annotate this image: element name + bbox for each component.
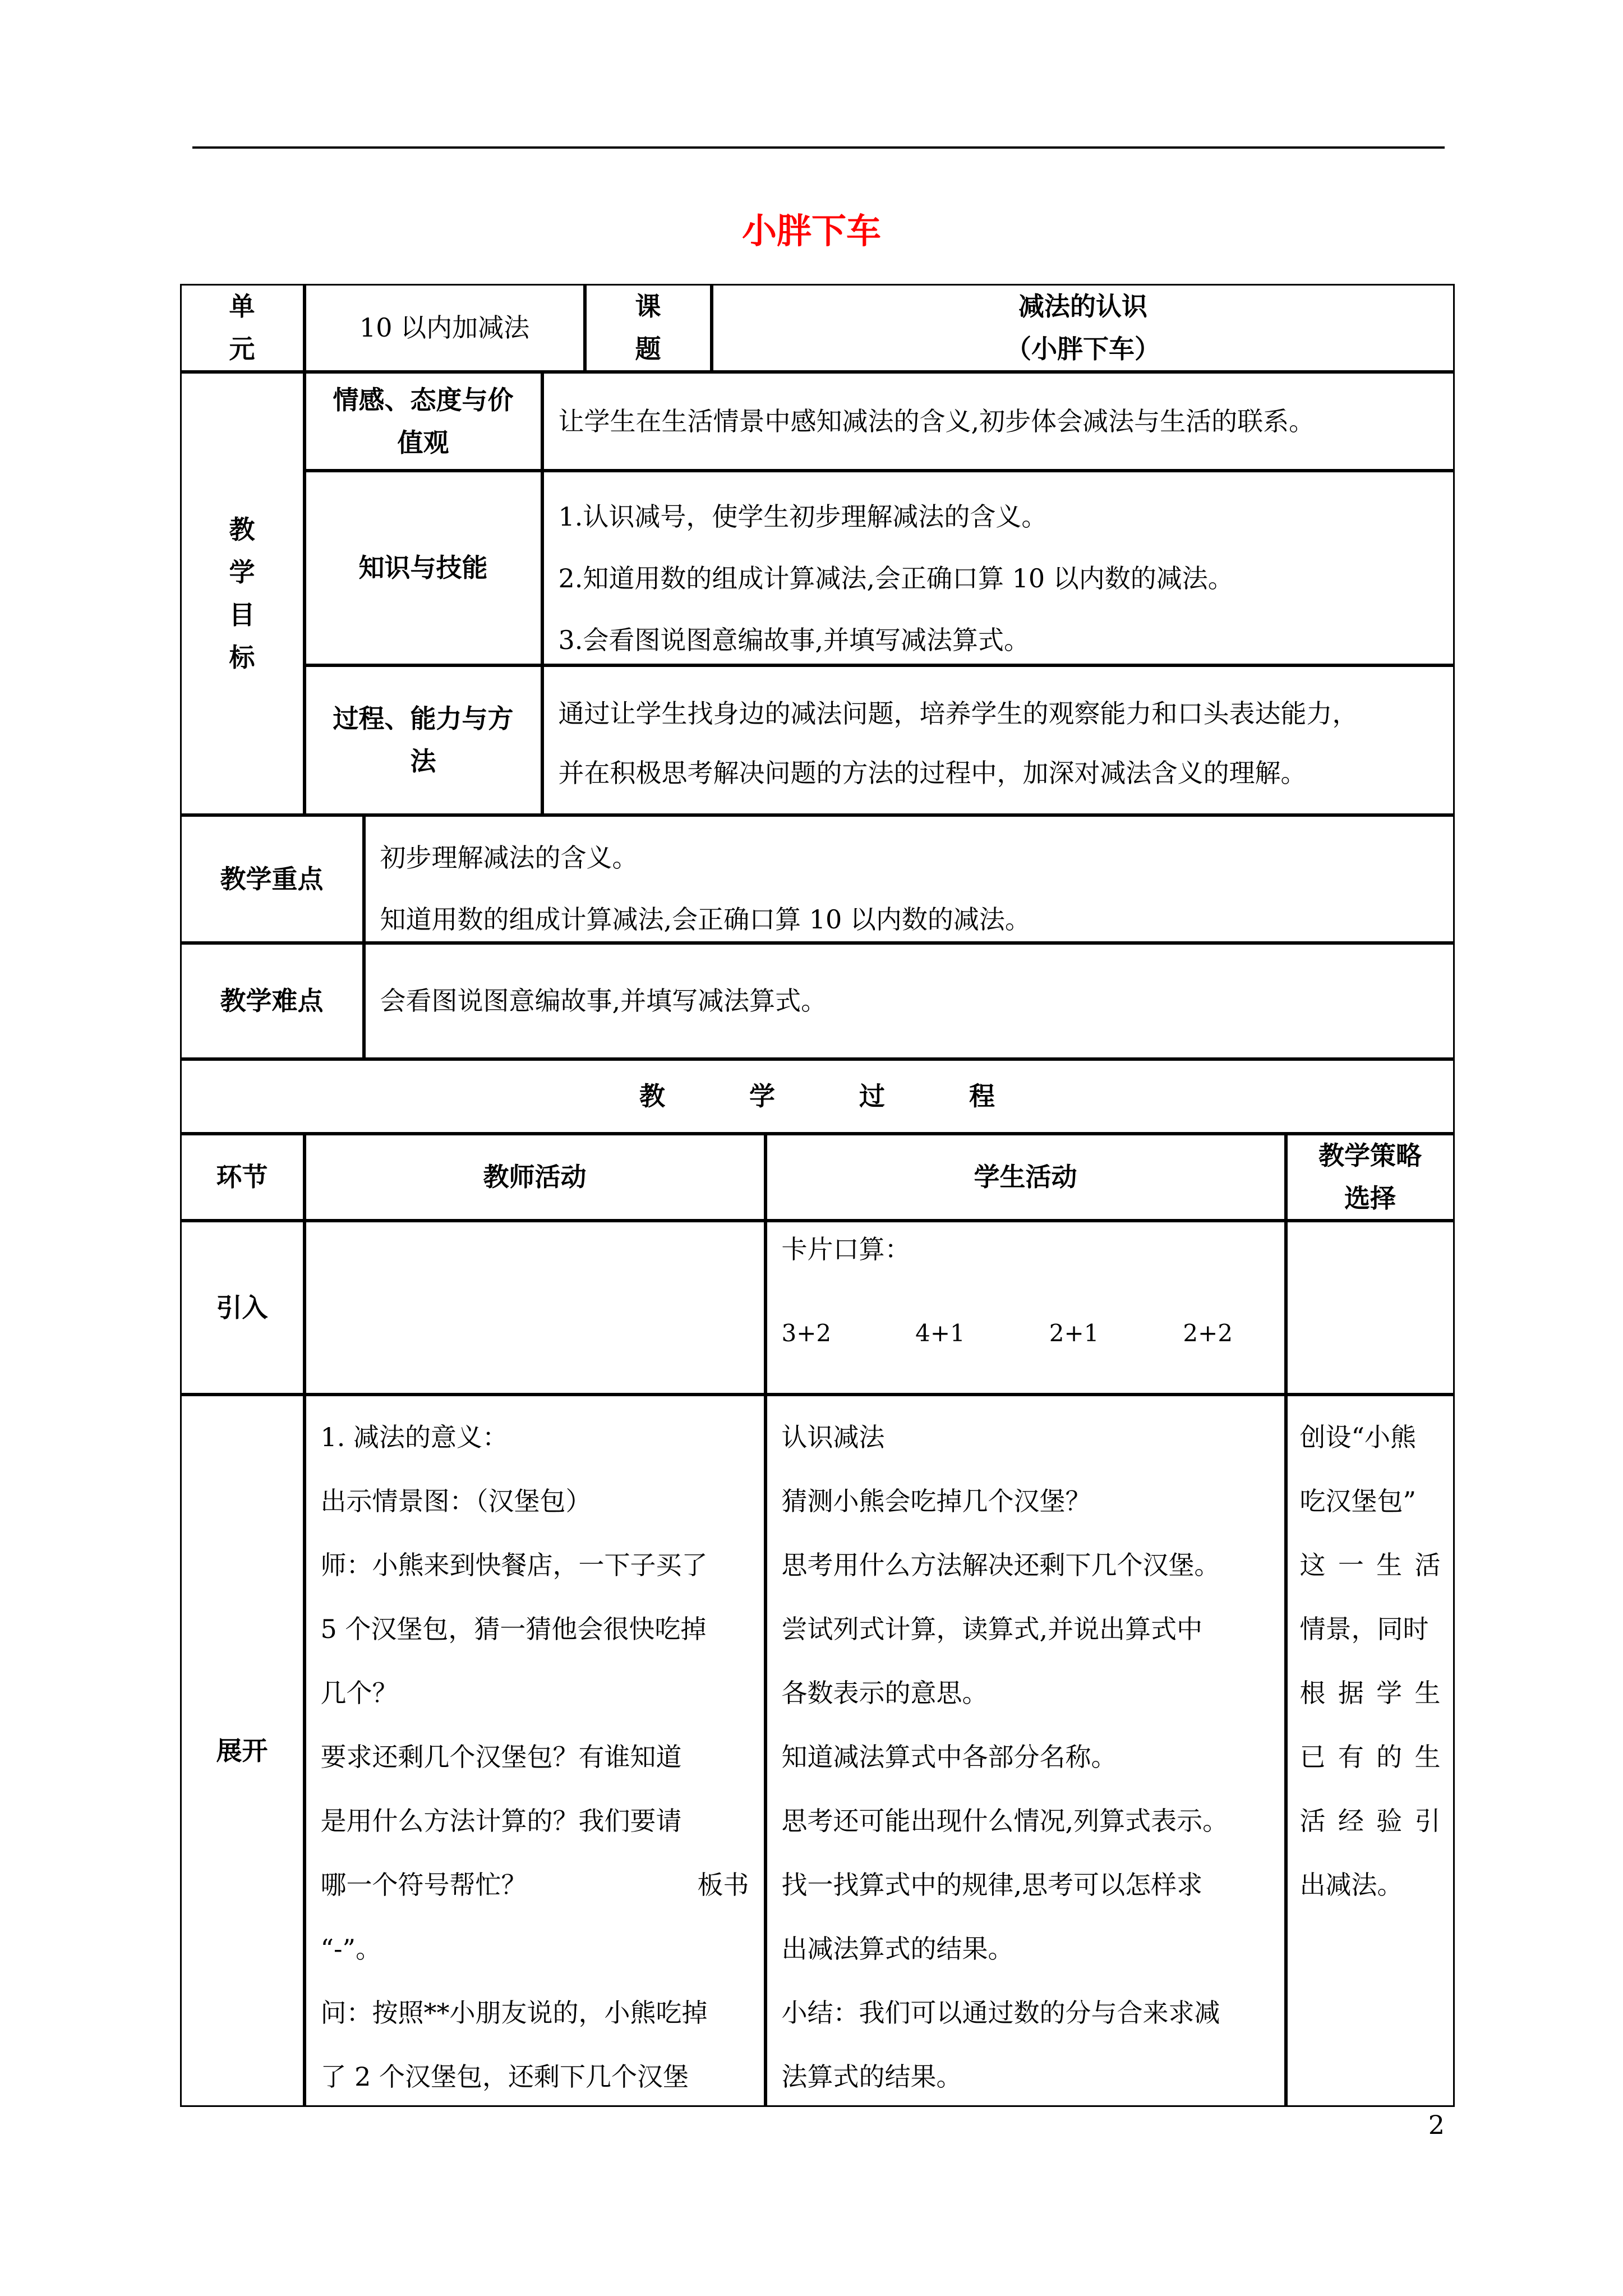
teacher-line: 是用什么方法计算的？我们要请: [320, 1805, 682, 1836]
teacher-line: 哪一个符号帮忙？: [320, 1869, 527, 1900]
student-line: 小结：我们可以通过数的分与合来求减: [781, 1997, 1220, 2028]
col-strategy-2: 选择: [1344, 1183, 1396, 1213]
col-student-cell: [766, 1134, 1286, 1221]
difficulty-label: 教学难点: [220, 986, 324, 1016]
key-points-text-cell: [364, 815, 1455, 943]
col-stage: 环节: [216, 1162, 268, 1192]
key-points-label-cell: [180, 815, 364, 943]
student-line: 猜测小熊会吃掉几个汉堡？: [781, 1485, 1091, 1516]
strategy-line: 活 经 验 引: [1299, 1805, 1441, 1836]
strategy-line: 这 一 生 活: [1299, 1549, 1441, 1580]
unit-label-cell: [180, 284, 305, 372]
process-text-cell: [542, 665, 1455, 815]
develop-stage: 展开: [216, 1735, 268, 1766]
intro-teacher-cell: [305, 1221, 766, 1395]
knowledge-item: 2.知道用数的组成计算减法,会正确口算 10 以内数的减法。: [558, 563, 1234, 593]
develop-teacher-cell: [305, 1395, 766, 2107]
col-student: 学生活动: [974, 1162, 1077, 1192]
strategy-line: 吃汉堡包”: [1299, 1485, 1417, 1516]
intro-formula: 2+2: [1183, 1319, 1233, 1347]
develop-strategy-cell: [1286, 1395, 1455, 2107]
topic-value-1: 减法的认识: [1018, 291, 1147, 321]
attitude-label-1: 情感、态度与价: [333, 384, 514, 415]
col-teacher-cell: [305, 1134, 766, 1221]
strategy-line: 根 据 学 生: [1299, 1677, 1441, 1708]
strategy-line: 已 有 的 生: [1299, 1741, 1441, 1772]
intro-formulas: [782, 1312, 1270, 1355]
teacher-line: 了 2 个汉堡包，还剩下几个汉堡: [320, 2061, 689, 2092]
knowledge-label: 知识与技能: [358, 553, 488, 583]
student-line: 知道减法算式中各部分名称。: [781, 1741, 1117, 1772]
intro-formula: 3+2: [781, 1319, 832, 1347]
topic-label-2: 题: [635, 334, 661, 364]
student-line: 认识减法: [781, 1421, 885, 1452]
knowledge-items-cell: [542, 471, 1455, 665]
document-title: 小胖下车: [741, 210, 881, 251]
develop-stage-cell: [180, 1395, 305, 2107]
objectives-label-char: 教: [229, 514, 255, 545]
col-strategy-cell: [1286, 1134, 1455, 1221]
student-line: 法算式的结果。: [781, 2061, 962, 2092]
develop-student-cell: [766, 1395, 1286, 2107]
process-label-cell: [305, 665, 542, 815]
student-line: 思考用什么方法解决还剩下几个汉堡。: [781, 1549, 1220, 1580]
key-point-line: 初步理解减法的含义。: [380, 842, 638, 873]
unit-label-1: 单: [229, 291, 255, 321]
teacher-board: 板书: [697, 1869, 749, 1900]
intro-student-title: 卡片口算：: [781, 1234, 911, 1264]
process-line: 并在积极思考解决问题的方法的过程中，加深对减法含义的理解。: [558, 757, 1307, 788]
teacher-line: 师：小熊来到快餐店，一下子买了: [320, 1549, 708, 1580]
strategy-line: 创设“小熊: [1299, 1421, 1417, 1452]
intro-stage-cell: [180, 1221, 305, 1395]
teacher-line: “-”。: [320, 1933, 382, 1964]
topic-label-cell: [585, 284, 712, 372]
student-line: 找一找算式中的规律,思考可以怎样求: [781, 1869, 1203, 1900]
topic-value-cell: [712, 284, 1455, 372]
difficulty-text-cell: [364, 943, 1455, 1059]
teacher-line: 几个？: [320, 1677, 398, 1708]
header-rule: [192, 146, 1445, 149]
teacher-line: 出示情景图：（汉堡包）: [320, 1485, 592, 1516]
intro-formula: 4+1: [915, 1319, 965, 1347]
unit-label-2: 元: [229, 334, 255, 364]
intro-strategy-cell: [1286, 1221, 1455, 1395]
teacher-line: 5 个汉堡包，猜一猜他会很快吃掉: [320, 1613, 707, 1644]
page-number: 2: [1428, 2110, 1445, 2140]
difficulty-label-cell: [180, 943, 364, 1059]
process-label-2: 法: [410, 746, 436, 776]
difficulty-text: 会看图说图意编故事,并填写减法算式。: [380, 986, 827, 1016]
process-line: 通过让学生找身边的减法问题，培养学生的观察能力和口头表达能力，: [558, 698, 1358, 729]
process-title: 教学过程: [639, 1081, 1079, 1111]
knowledge-item: 3.会看图说图意编故事,并填写减法算式。: [558, 624, 1030, 655]
intro-formula: 2+1: [1049, 1319, 1099, 1347]
teacher-line: 1. 减法的意义：: [320, 1421, 509, 1452]
topic-label-1: 课: [635, 291, 661, 321]
strategy-line: 情景，同时: [1299, 1613, 1429, 1644]
objectives-label-cell: [180, 372, 305, 815]
unit-value: 10 以内加减法: [359, 312, 530, 343]
knowledge-item: 1.认识减号，使学生初步理解减法的含义。: [558, 501, 1048, 532]
objectives-label-char: 学: [229, 556, 255, 587]
student-line: 思考还可能出现什么情况,列算式表示。: [781, 1805, 1229, 1836]
col-stage-cell: [180, 1134, 305, 1221]
intro-student-cell: [766, 1221, 1286, 1395]
process-label-1: 过程、能力与方: [333, 703, 514, 734]
key-point-line: 知道用数的组成计算减法,会正确口算 10 以内数的减法。: [380, 904, 1031, 935]
col-strategy-1: 教学策略: [1318, 1140, 1422, 1171]
attitude-label-2: 值观: [397, 427, 449, 458]
student-line: 各数表示的意思。: [781, 1677, 988, 1708]
process-title-cell: [180, 1059, 1455, 1134]
key-points-label: 教学重点: [220, 863, 324, 894]
topic-value-2: （小胖下车）: [1006, 334, 1160, 364]
intro-stage: 引入: [216, 1292, 268, 1323]
knowledge-label-cell: [305, 471, 542, 665]
col-teacher: 教师活动: [483, 1162, 587, 1192]
student-line: 尝试列式计算，读算式,并说出算式中: [781, 1613, 1203, 1644]
teacher-line: 问：按照**小朋友说的，小熊吃掉: [320, 1997, 708, 2028]
teacher-board-row: [321, 1853, 749, 1917]
strategy-line: 出减法。: [1299, 1869, 1403, 1900]
teacher-line: 要求还剩几个汉堡包？有谁知道: [320, 1741, 682, 1772]
unit-value-cell: [305, 284, 585, 372]
attitude-text-cell: [542, 372, 1455, 471]
attitude-label-cell: [305, 372, 542, 471]
student-line: 出减法算式的结果。: [781, 1933, 1014, 1964]
objectives-label-char: 目: [229, 599, 255, 630]
attitude-text: 让学生在生活情景中感知减法的含义,初步体会减法与生活的联系。: [558, 406, 1315, 436]
objectives-label-char: 标: [229, 642, 255, 673]
